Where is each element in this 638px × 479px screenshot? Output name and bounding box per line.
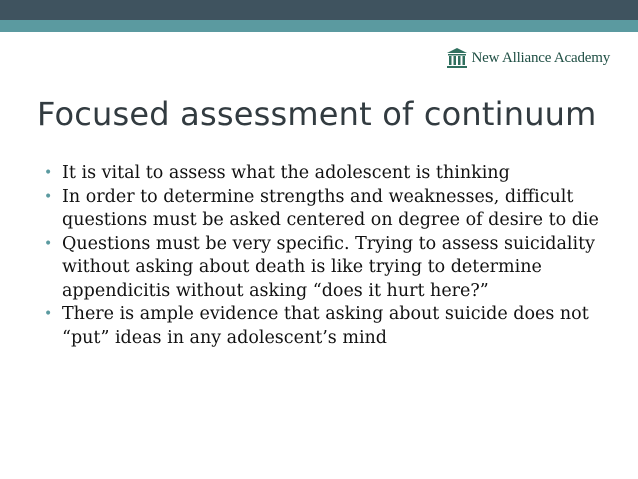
building-columns-icon <box>446 47 468 69</box>
bullet-item <box>44 162 616 186</box>
header-band-teal <box>0 20 638 32</box>
bullet-text: It is vital to assess what the adolescent is thinking <box>62 163 510 183</box>
bullet-text: There is ample evidence that asking about suicide does not “put” ideas in any adolescent’s mind <box>62 304 589 348</box>
header-band-dark <box>0 0 638 20</box>
slide-title: Focused assessment of continuum <box>37 95 597 133</box>
bullet-dot: • <box>44 188 53 205</box>
bullet-item <box>44 303 616 350</box>
bullet-item <box>44 233 616 304</box>
bullet-list <box>44 162 616 350</box>
bullet-dot: • <box>44 235 53 252</box>
bullet-item <box>44 186 616 233</box>
bullet-text: In order to determine strengths and weaknesses, difficult questions must be asked centered on degree of desire to die <box>62 186 599 230</box>
logo-text: New Alliance Academy <box>471 49 610 66</box>
bullet-text: Questions must be very specific. Trying to assess suicidality without asking about death is like trying to determine appendicitis without asking “does it hurt here?” <box>62 233 596 301</box>
logo <box>446 47 610 69</box>
bullet-dot: • <box>44 165 53 181</box>
bullet-dot: • <box>44 306 53 322</box>
